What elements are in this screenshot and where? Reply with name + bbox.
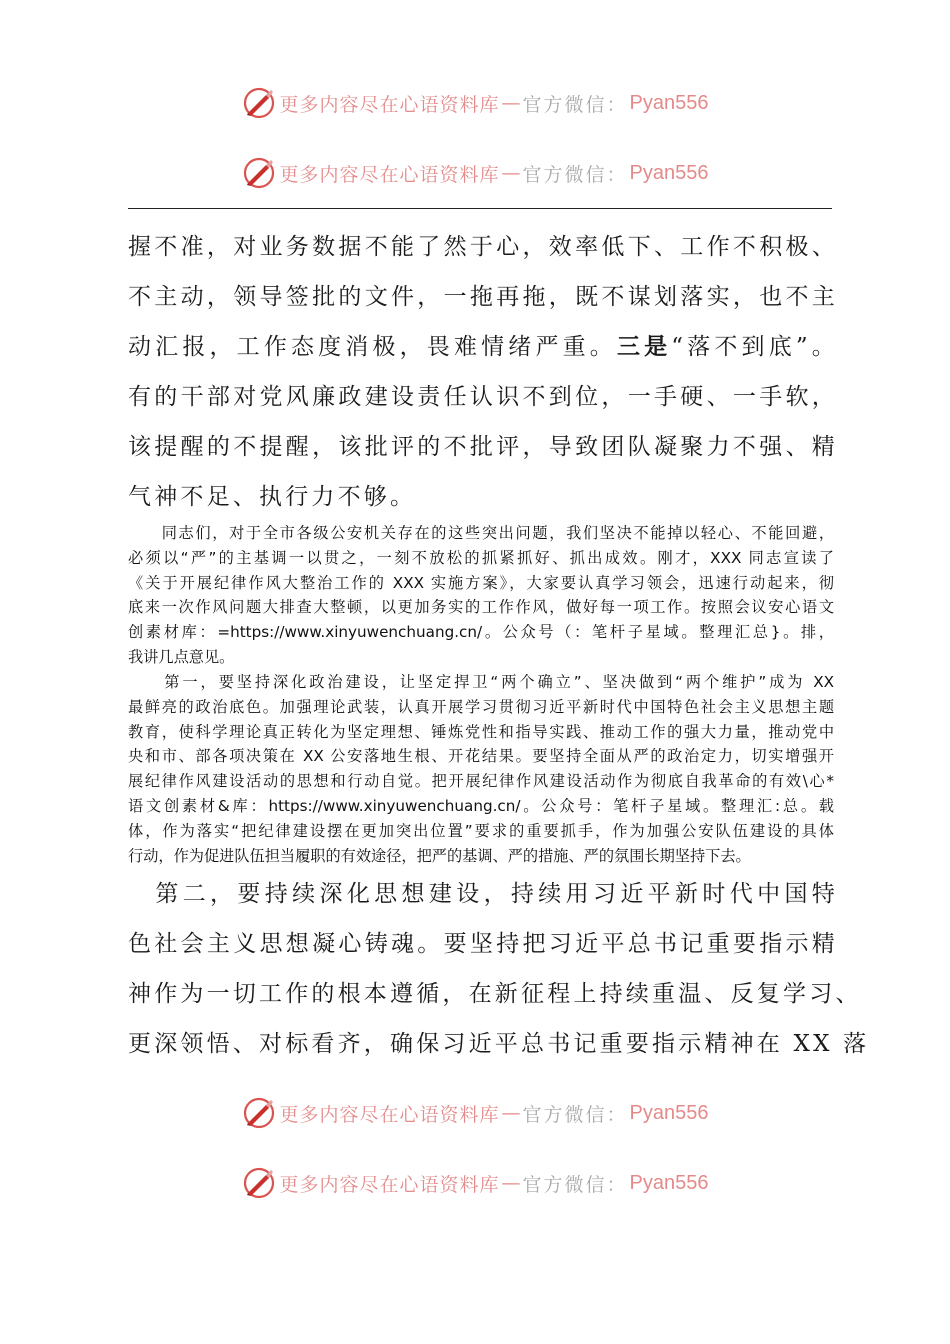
banner-secondary-text: 官方微信： [522,93,628,116]
text-line: 第二，要持续深化思想建设，持续用习近平新时代中国特 [128,881,838,907]
banner-secondary-text: 官方微信： [522,1103,628,1126]
watermark-banner-3 [0,1093,950,1133]
text-line: 行动，作为促进队伍担当履职的有效途径，把严的基调、严的措施、严的氛围长期坚持下去。 [128,846,751,865]
text-line-with-bold [128,322,838,372]
watermark-banner-4 [0,1163,950,1203]
text-segment: “落不到底”。 [671,334,838,360]
pen-logo-icon [242,1096,276,1130]
watermark-banner-1 [0,83,950,123]
banner-wechat-id: Pyan556 [629,161,709,184]
paragraph-small-2 [128,670,834,868]
pen-logo-icon [242,156,276,190]
paragraph-large-2 [128,869,870,1069]
paragraph-large-1 [128,222,838,522]
text-line: 第一，要坚持深化政治建设，让坚定捍卫“两个确立”、坚决做到“两个维护”成为 XX [128,673,834,691]
text-line: 气神不足、执行力不够。 [128,484,417,510]
banner-main-text: 更多内容尽在心语资料库 [279,93,500,116]
text-line: 我讲几点意见。 [128,647,235,666]
pen-logo-icon [242,86,276,120]
pen-logo-icon [242,1166,276,1200]
text-line: 同志们，对于全市各级公安机关存在的这些突出问题，我们坚决不能掉以轻心、不能回避， [128,524,834,542]
banner-main-text: 更多内容尽在心语资料库 [279,1173,500,1196]
text-segment: 动汇报，工作态度消极，畏难情绪严重。 [128,334,617,360]
text-line: 语文创素材&库：https://www.xinyuwenchuang.cn/。公众号：笔杆子星域。整理汇:总。载 [128,796,834,815]
text-line: 更深领悟、对标看齐，确保习近平总书记重要指示精神在 XX 落 [128,1031,870,1057]
banner-dash: — [501,1102,521,1124]
text-line: 神作为一切工作的根本遵循，在新征程上持续重温、反复学习、 [128,981,862,1007]
text-line: 教育，使科学理论真正转化为坚定理想、锤炼党性和指导实践、推动工作的强大力量，推动党中 [128,722,834,741]
bold-lead: 三是 [616,333,672,360]
text-line: 底来一次作风问题大排查大整顿，以更加务实的工作作风，做好每一项工作。按照会议安心语文 [128,598,834,617]
banner-secondary-text: 官方微信： [522,1173,628,1196]
banner-dash: — [501,92,521,114]
text-line: 该提醒的不提醒，该批评的不批评，导致团队凝聚力不强、精 [128,434,838,460]
banner-dash: — [501,1172,521,1194]
header-divider [128,208,832,209]
banner-dash: — [501,162,521,184]
banner-wechat-id: Pyan556 [629,1171,709,1194]
banner-wechat-id: Pyan556 [629,1101,709,1124]
banner-secondary-text: 官方微信： [522,163,628,186]
paragraph-small-1 [128,521,834,670]
text-line: 不主动，领导签批的文件，一拖再拖，既不谋划落实，也不主 [128,284,838,310]
banner-main-text: 更多内容尽在心语资料库 [279,1103,500,1126]
text-line: 《关于开展纪律作风大整治工作的 XXX 实施方案》，大家要认真学习领会，迅速行动起来，彻 [128,573,834,592]
text-line: 最鲜亮的政治底色。加强理论武装，认真开展学习贯彻习近平新时代中国特色社会主义思想主题 [128,697,834,716]
text-line: 握不准，对业务数据不能了然于心，效率低下、工作不积极、 [128,234,838,260]
banner-main-text: 更多内容尽在心语资料库 [279,163,500,186]
text-line: 央和市、部各项决策在 XX 公安落地生根、开花结果。要坚持全面从严的政治定力，切实增强开 [128,747,834,766]
text-line: 创素材库：=https://www.xinyuwenchuang.cn/。公众号（：笔杆子星域。整理汇总}。排， [128,623,834,642]
text-line: 色社会主义思想凝心铸魂。要坚持把习近平总书记重要指示精 [128,931,838,957]
text-line: 体，作为落实“把纪律建设摆在更加突出位置”要求的重要抓手，作为加强公安队伍建设的具体 [128,821,834,840]
text-line: 有的干部对党风廉政建设责任认识不到位，一手硬、一手软， [128,384,838,410]
text-line: 必须以“严”的主基调一以贯之，一刻不放松的抓紧抓好、抓出成效。刚才，XXX 同志宣读了 [128,548,834,567]
text-line: 展纪律作风建设活动的思想和行动自觉。把开展纪律作风建设活动作为彻底自我革命的有效\心* [128,772,834,791]
banner-wechat-id: Pyan556 [629,91,709,114]
watermark-banner-2 [0,153,950,193]
